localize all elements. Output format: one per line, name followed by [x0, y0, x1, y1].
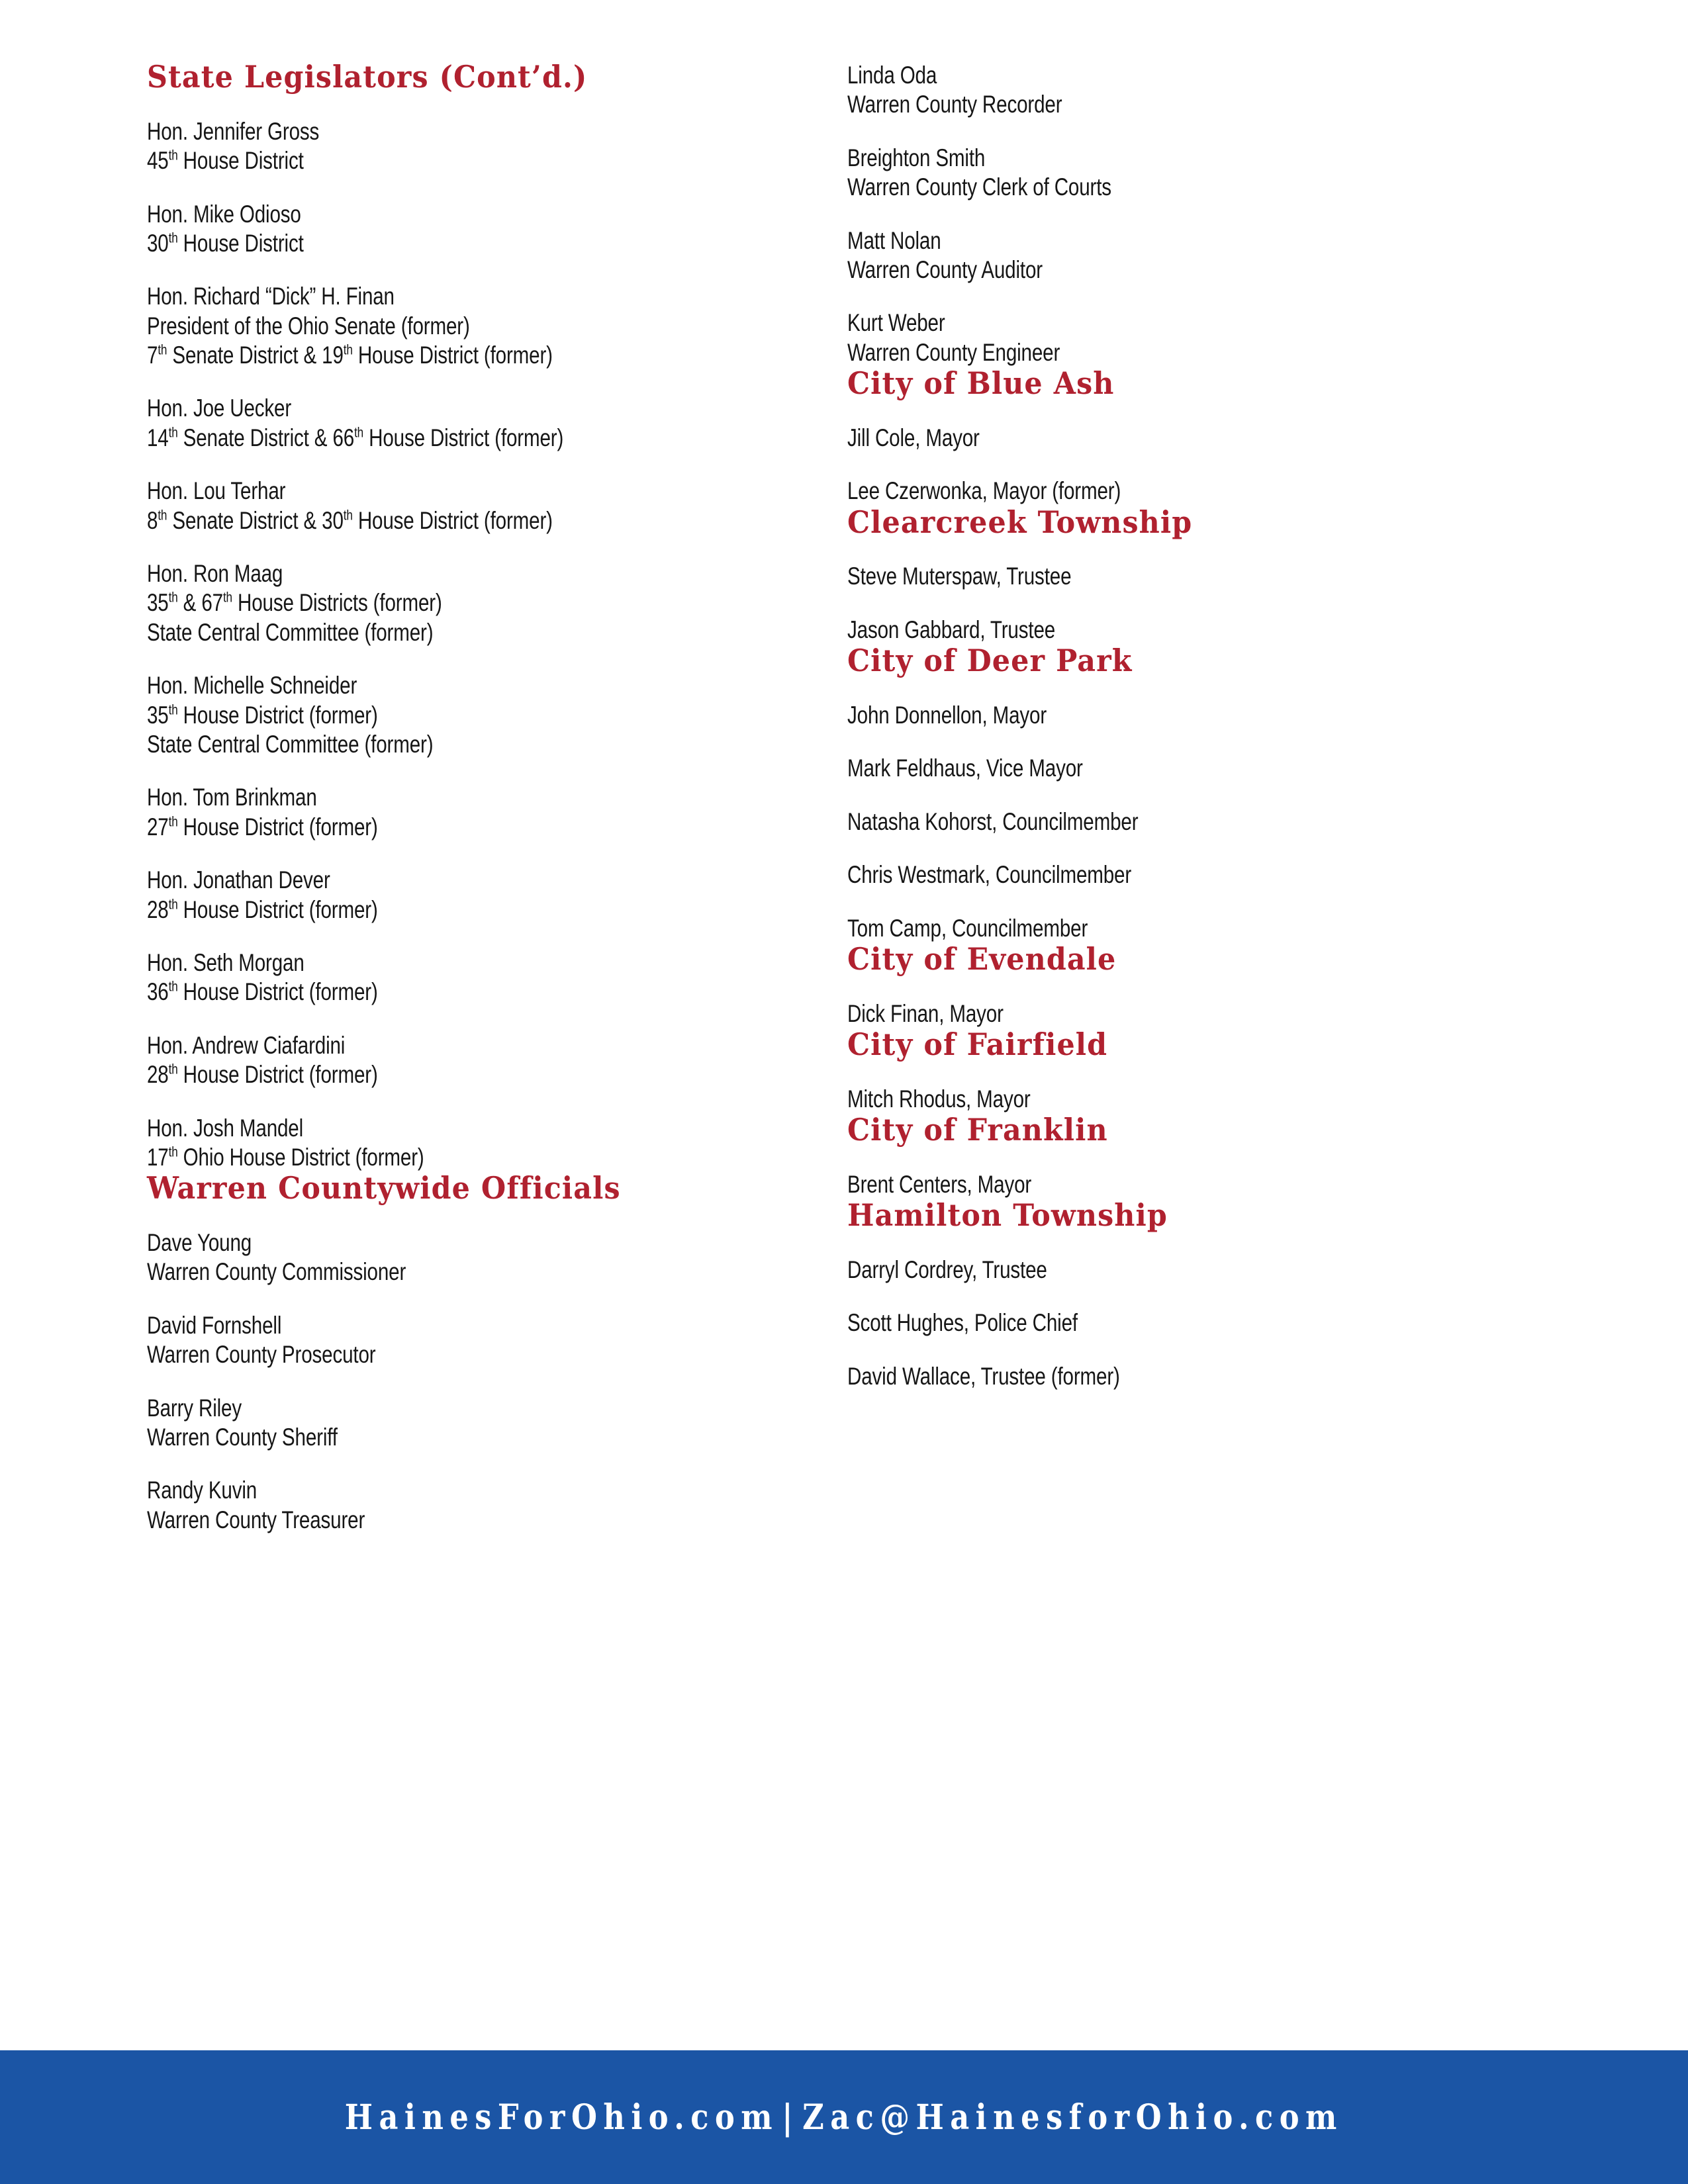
- footer-email-link[interactable]: Zac@HainesforOhio.com: [802, 2097, 1344, 2138]
- official-name: Mitch Rhodus, Mayor: [847, 1085, 1031, 1113]
- official-title: 8th Senate District & 30th House District (former): [147, 506, 553, 534]
- official-entry: [147, 200, 768, 259]
- official-name: Barry Riley: [147, 1394, 242, 1422]
- official-entry: [847, 424, 1508, 453]
- section-heading-hamilton-township: Hamilton Township: [847, 1197, 1168, 1234]
- official-name: Lee Czerwonka, Mayor (former): [847, 477, 1121, 505]
- official-entry: [147, 1114, 768, 1173]
- official-name: Linda Oda: [847, 62, 937, 89]
- official-name: Breighton Smith: [847, 144, 986, 171]
- official-name: Jill Cole, Mayor: [847, 424, 980, 451]
- official-name: Hon. Seth Morgan: [147, 948, 305, 976]
- official-name: Randy Kuvin: [147, 1477, 258, 1504]
- official-title: 14th Senate District & 66th House District (former): [147, 424, 564, 451]
- official-name: Matt Nolan: [847, 226, 941, 254]
- section-city-of-franklin: [847, 1114, 1508, 1199]
- official-name: David Wallace, Trustee (former): [847, 1362, 1120, 1390]
- official-name: Natasha Kohorst, Councilmember: [847, 807, 1139, 835]
- official-name: Hon. Lou Terhar: [147, 477, 286, 505]
- ordinal-suffix: th: [168, 590, 178, 606]
- official-name: Hon. Richard “Dick” H. Finan: [147, 283, 395, 310]
- official-entry: [847, 807, 1508, 837]
- footer-contact-line: [345, 2097, 1343, 2138]
- official-name: Darryl Cordrey, Trustee: [847, 1256, 1047, 1284]
- official-name: Hon. Michelle Schneider: [147, 672, 357, 700]
- official-name: Hon. Jennifer Gross: [147, 117, 320, 145]
- section-heading-city-of-evendale: City of Evendale: [847, 940, 1117, 977]
- two-column-body: [147, 61, 1548, 1535]
- section-heading-state-legislators-contd: State Legislators (Cont’d.): [147, 59, 588, 95]
- footer-banner: [0, 2050, 1688, 2184]
- official-title: State Central Committee (former): [147, 618, 434, 646]
- official-name: Hon. Tom Brinkman: [147, 784, 317, 811]
- official-entry: [847, 1085, 1508, 1114]
- official-name: Dick Finan, Mayor: [847, 999, 1004, 1027]
- official-name: Hon. Josh Mandel: [147, 1114, 304, 1142]
- section-warren-countywide-officials: [147, 1172, 768, 1535]
- footer-website-link[interactable]: HainesForOhio.com: [344, 2097, 779, 2138]
- official-entry: [847, 1308, 1508, 1338]
- section-clearcreek-township: [847, 506, 1508, 645]
- official-entry: [847, 477, 1508, 506]
- official-entry: [147, 394, 768, 453]
- official-entry: [847, 562, 1508, 591]
- official-name: David Fornshell: [147, 1311, 282, 1339]
- official-entry: [847, 1170, 1508, 1199]
- ordinal-suffix: th: [354, 424, 364, 441]
- official-name: Jason Gabbard, Trustee: [847, 615, 1056, 643]
- ordinal-suffix: th: [168, 1061, 178, 1077]
- official-name: Mark Feldhaus, Vice Mayor: [847, 754, 1083, 782]
- official-name: Hon. Ron Maag: [147, 560, 283, 588]
- section-city-of-fairfield: [847, 1028, 1508, 1114]
- official-name: Dave Young: [147, 1229, 252, 1257]
- official-name: Steve Muterspaw, Trustee: [847, 563, 1072, 590]
- ordinal-suffix: th: [158, 341, 167, 358]
- official-title: 45th House District: [147, 147, 304, 175]
- official-title: 7th Senate District & 19th House District (former): [147, 341, 553, 369]
- official-title: President of the Ohio Senate (former): [147, 312, 470, 340]
- official-entry: [847, 615, 1508, 645]
- ordinal-suffix: th: [222, 590, 232, 606]
- official-name: John Donnellon, Mayor: [847, 701, 1047, 729]
- official-title: Warren County Recorder: [847, 91, 1062, 118]
- official-title: 27th House District (former): [147, 813, 378, 841]
- left-column: [147, 61, 847, 1535]
- official-name: Hon. Jonathan Dever: [147, 866, 330, 894]
- section-city-of-blue-ash: [847, 367, 1508, 506]
- official-title: Warren County Auditor: [847, 255, 1043, 283]
- official-name: Kurt Weber: [847, 309, 945, 337]
- official-title: 28th House District (former): [147, 1061, 378, 1089]
- official-entry: [847, 1255, 1508, 1285]
- official-title: 28th House District (former): [147, 895, 378, 923]
- official-entry: [847, 226, 1508, 285]
- section-continued: [847, 61, 1508, 367]
- official-entry: [847, 1362, 1508, 1391]
- official-entry: [147, 282, 768, 370]
- section-heading-city-of-deer-park: City of Deer Park: [847, 643, 1133, 679]
- ordinal-suffix: th: [168, 230, 178, 246]
- official-title: Warren County Clerk of Courts: [847, 173, 1111, 201]
- section-heading-clearcreek-township: Clearcreek Township: [847, 504, 1193, 540]
- official-name: Tom Camp, Councilmember: [847, 914, 1088, 942]
- official-title: Warren County Sheriff: [147, 1424, 338, 1451]
- ordinal-suffix: th: [168, 147, 178, 163]
- official-entry: [147, 117, 768, 176]
- section-heading-city-of-blue-ash: City of Blue Ash: [847, 365, 1115, 402]
- official-title: 36th House District (former): [147, 978, 378, 1006]
- official-entry: [847, 860, 1508, 889]
- official-entry: [847, 308, 1508, 367]
- official-entry: [147, 948, 768, 1007]
- ordinal-suffix: th: [168, 896, 178, 913]
- official-entry: [147, 477, 768, 535]
- official-entry: [847, 61, 1508, 120]
- section-heading-warren-countywide-officials: Warren Countywide Officials: [147, 1170, 621, 1206]
- official-name: Brent Centers, Mayor: [847, 1170, 1032, 1198]
- section-heading-city-of-franklin: City of Franklin: [847, 1112, 1108, 1148]
- right-column: [847, 61, 1548, 1535]
- section-state-legislators-contd: [147, 61, 768, 1172]
- footer-separator: |: [782, 2097, 800, 2138]
- official-name: Chris Westmark, Councilmember: [847, 861, 1132, 889]
- official-entry: [847, 754, 1508, 783]
- official-title: Warren County Engineer: [847, 338, 1060, 366]
- ordinal-suffix: th: [168, 979, 178, 995]
- official-entry: [147, 866, 768, 925]
- official-entry: [847, 701, 1508, 730]
- section-city-of-deer-park: [847, 645, 1508, 943]
- official-title: Warren County Treasurer: [147, 1506, 365, 1533]
- official-entry: [147, 559, 768, 647]
- official-name: Hon. Andrew Ciafardini: [147, 1031, 346, 1059]
- ordinal-suffix: th: [168, 813, 178, 830]
- official-name: Scott Hughes, Police Chief: [847, 1309, 1078, 1337]
- official-title: Warren County Commissioner: [147, 1258, 406, 1286]
- official-title: 35th & 67th House Districts (former): [147, 589, 442, 617]
- ordinal-suffix: th: [343, 507, 353, 523]
- ordinal-suffix: th: [158, 507, 167, 523]
- section-hamilton-township: [847, 1199, 1508, 1391]
- official-title: State Central Committee (former): [147, 731, 434, 758]
- official-entry: [147, 671, 768, 759]
- official-name: Hon. Mike Odioso: [147, 200, 301, 228]
- ordinal-suffix: th: [343, 341, 353, 358]
- official-entry: [147, 1031, 768, 1090]
- section-city-of-evendale: [847, 940, 1508, 1028]
- ordinal-suffix: th: [168, 424, 178, 441]
- official-name: Hon. Joe Uecker: [147, 394, 292, 422]
- official-title: 17th Ohio House District (former): [147, 1143, 424, 1171]
- official-entry: [147, 1311, 768, 1370]
- official-title: 35th House District (former): [147, 701, 378, 729]
- ordinal-suffix: th: [168, 702, 178, 718]
- official-entry: [147, 1228, 768, 1287]
- ordinal-suffix: th: [168, 1144, 178, 1160]
- official-entry: [847, 999, 1508, 1028]
- official-entry: [147, 1394, 768, 1453]
- official-title: Warren County Prosecutor: [147, 1341, 376, 1369]
- section-heading-city-of-fairfield: City of Fairfield: [847, 1026, 1108, 1063]
- official-entry: [147, 1476, 768, 1535]
- official-entry: [847, 914, 1508, 943]
- official-entry: [147, 783, 768, 842]
- official-title: 30th House District: [147, 229, 304, 257]
- official-entry: [847, 144, 1508, 203]
